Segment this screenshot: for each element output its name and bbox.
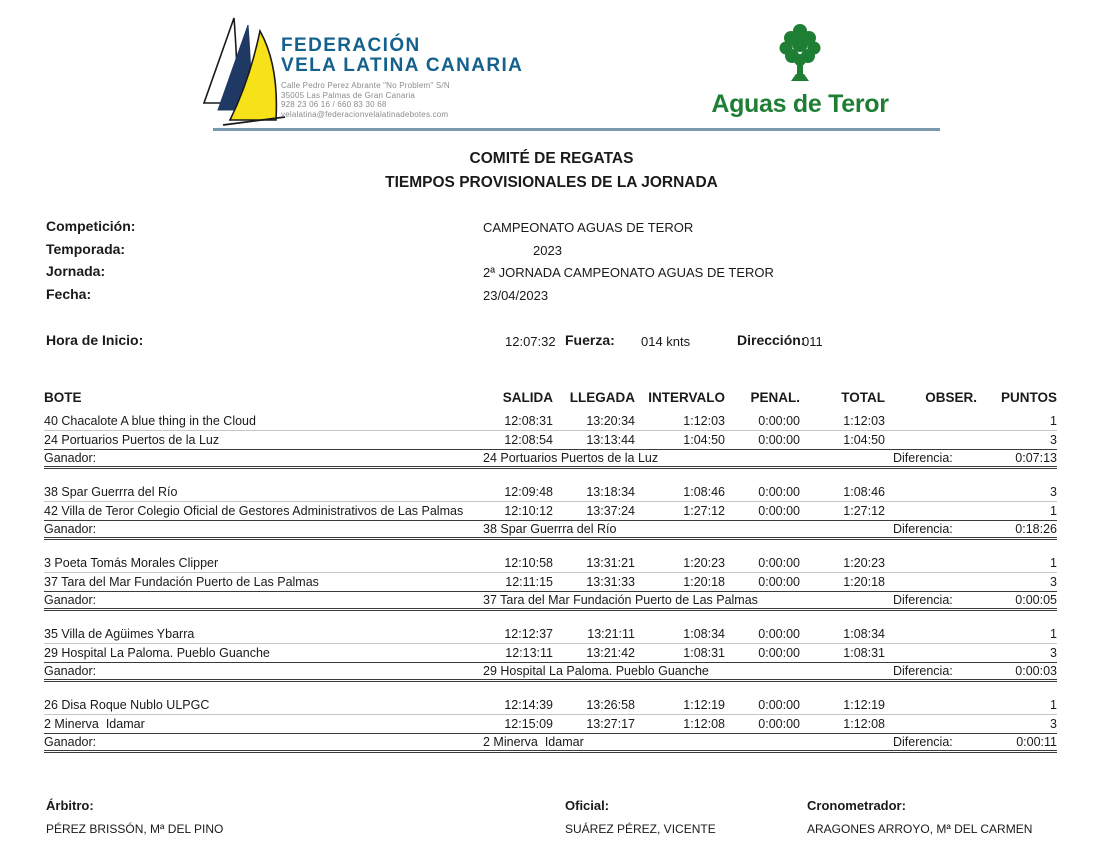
header-llegada: LLEGADA	[569, 390, 635, 405]
header-penal: PENAL.	[750, 390, 800, 405]
cell-intervalo: 1:08:46	[683, 485, 725, 499]
ganador-label: Ganador:	[44, 593, 97, 607]
cell-penal: 0:00:00	[758, 646, 800, 660]
direccion-label: Dirección:	[737, 332, 806, 348]
cell-penal: 0:00:00	[758, 556, 800, 570]
arbitro-label: Árbitro:	[46, 798, 94, 813]
cell-total: 1:08:34	[843, 627, 885, 641]
table-row	[44, 715, 1057, 734]
diferencia-label: Diferencia:	[893, 451, 953, 465]
cell-salida: 12:15:09	[504, 717, 553, 731]
cell-puntos: 1	[1050, 414, 1057, 428]
cell-puntos: 3	[1050, 646, 1057, 660]
fecha-value: 23/04/2023	[483, 288, 549, 303]
hora-inicio-value: 12:07:32	[505, 334, 556, 349]
cell-llegada: 13:21:42	[586, 646, 635, 660]
cell-total: 1:20:23	[843, 556, 885, 570]
cell-penal: 0:00:00	[758, 575, 800, 589]
meta-row-temporada	[46, 241, 1076, 261]
cell-penal: 0:00:00	[758, 717, 800, 731]
address-line: Calle Pedro Perez Abrante "No Problem" S/N	[281, 81, 450, 90]
diferencia-label: Diferencia:	[893, 522, 953, 536]
winner-row	[44, 450, 1057, 469]
cell-penal: 0:00:00	[758, 698, 800, 712]
tree-icon	[774, 22, 826, 84]
fuerza-label: Fuerza:	[565, 332, 615, 348]
cell-bote: 24 Portuarios Puertos de la Luz	[44, 433, 220, 447]
cronometrador-label: Cronometrador:	[807, 798, 906, 813]
cell-salida: 12:14:39	[504, 698, 553, 712]
cell-bote: 26 Disa Roque Nublo ULPGC	[44, 698, 210, 712]
cell-intervalo: 1:12:08	[683, 717, 725, 731]
ganador-value: 29 Hospital La Paloma. Pueblo Guanche	[483, 664, 709, 678]
cell-bote: 35 Villa de Agüimes Ybarra	[44, 627, 195, 641]
title-line2: TIEMPOS PROVISIONALES DE LA JORNADA	[385, 174, 718, 191]
cell-llegada: 13:26:58	[586, 698, 635, 712]
header-puntos: PUNTOS	[1000, 390, 1057, 405]
diferencia-label: Diferencia:	[893, 735, 953, 749]
cell-salida: 12:10:12	[504, 504, 553, 518]
cell-intervalo: 1:20:18	[683, 575, 725, 589]
cell-penal: 0:00:00	[758, 504, 800, 518]
table-row	[44, 502, 1057, 521]
cell-llegada: 13:31:33	[586, 575, 635, 589]
meta-row-competicion	[46, 218, 1076, 238]
cell-salida: 12:10:58	[504, 556, 553, 570]
address-line: 928 23 06 16 / 660 83 30 68	[281, 100, 387, 109]
cell-bote: 2 Minerva Idamar	[44, 717, 145, 731]
sponsor-name: Aguas de Teror	[711, 90, 889, 118]
table-row	[44, 431, 1057, 450]
cell-penal: 0:00:00	[758, 485, 800, 499]
jornada-label: Jornada:	[46, 263, 106, 279]
direccion-value: 011	[802, 334, 823, 349]
cell-intervalo: 1:08:34	[683, 627, 725, 641]
cell-total: 1:20:18	[843, 575, 885, 589]
cell-total: 1:04:50	[843, 433, 885, 447]
cell-total: 1:12:19	[843, 698, 885, 712]
race-group	[44, 625, 1057, 682]
federation-name-line1: FEDERACIÓN	[281, 35, 421, 56]
diferencia-value: 0:00:03	[1015, 664, 1057, 678]
cell-salida: 12:08:31	[504, 414, 553, 428]
ganador-label: Ganador:	[44, 522, 97, 536]
cronometrador-name: ARAGONES ARROYO, Mª DEL CARMEN	[807, 822, 1033, 836]
cell-puntos: 3	[1050, 433, 1057, 447]
header-intervalo: INTERVALO	[648, 390, 725, 405]
diferencia-value: 0:18:26	[1015, 522, 1057, 536]
meta-row-jornada	[46, 263, 1076, 283]
results-table	[44, 390, 1057, 767]
header-bote: BOTE	[44, 390, 82, 405]
table-row	[44, 483, 1057, 502]
cell-total: 1:08:46	[843, 485, 885, 499]
race-group	[44, 483, 1057, 540]
cell-llegada: 13:21:11	[587, 627, 635, 641]
race-group	[44, 696, 1057, 753]
cell-llegada: 13:31:21	[586, 556, 635, 570]
table-row	[44, 573, 1057, 592]
temporada-label: Temporada:	[46, 241, 126, 257]
winner-row	[44, 663, 1057, 682]
winner-row	[44, 521, 1057, 540]
jornada-value: 2ª JORNADA CAMPEONATO AGUAS DE TEROR	[483, 265, 774, 280]
table-header-row	[44, 390, 1057, 412]
cell-llegada: 13:18:34	[586, 485, 635, 499]
federation-address	[281, 81, 523, 119]
fecha-label: Fecha:	[46, 286, 92, 302]
race-group	[44, 554, 1057, 611]
cell-llegada: 13:13:44	[586, 433, 635, 447]
ganador-value: 38 Spar Guerrra del Río	[483, 522, 617, 536]
official-oficial	[565, 798, 716, 836]
cell-total: 1:12:03	[843, 414, 885, 428]
cell-total: 1:12:08	[843, 717, 885, 731]
address-line: 35005 Las Palmas de Gran Canaria	[281, 90, 416, 100]
cell-salida: 12:12:37	[504, 627, 553, 641]
address-line: velalatina@federacionvelalatinadebotes.com	[281, 109, 449, 119]
cell-intervalo: 1:12:19	[683, 698, 725, 712]
cell-puntos: 1	[1050, 627, 1057, 641]
cell-bote: 40 Chacalote A blue thing in the Cloud	[44, 414, 256, 428]
header-obser: OBSER.	[925, 390, 977, 405]
ganador-value: 37 Tara del Mar Fundación Puerto de Las Palmas	[483, 593, 758, 607]
cell-puntos: 1	[1050, 504, 1057, 518]
federation-block	[281, 36, 523, 119]
cell-llegada: 13:27:17	[586, 717, 635, 731]
diferencia-value: 0:00:05	[1015, 593, 1057, 607]
cell-bote: 37 Tara del Mar Fundación Puerto de Las Palmas	[44, 575, 319, 589]
cell-llegada: 13:20:34	[586, 414, 635, 428]
ganador-label: Ganador:	[44, 664, 97, 678]
arbitro-name: PÉREZ BRISSÓN, Mª DEL PINO	[46, 822, 224, 836]
oficial-name: SUÁREZ PÉREZ, VICENTE	[565, 822, 716, 836]
meta-row-inicio	[46, 332, 1076, 352]
cell-penal: 0:00:00	[758, 414, 800, 428]
table-row	[44, 696, 1057, 715]
cell-puntos: 3	[1050, 717, 1057, 731]
cell-salida: 12:11:15	[505, 575, 553, 589]
ganador-label: Ganador:	[44, 735, 97, 749]
diferencia-value: 0:07:13	[1015, 451, 1057, 465]
federation-name-line2: VELA LATINA CANARIA	[281, 55, 524, 76]
cell-total: 1:27:12	[843, 504, 885, 518]
diferencia-label: Diferencia:	[893, 593, 953, 607]
official-cronometrador	[807, 798, 1032, 836]
oficial-label: Oficial:	[565, 798, 610, 813]
sails-icon	[197, 13, 289, 131]
table-row	[44, 625, 1057, 644]
title-line1: COMITÉ DE REGATAS	[469, 150, 634, 167]
document-title	[0, 147, 1103, 195]
cell-bote: 29 Hospital La Paloma. Pueblo Guanche	[44, 646, 270, 660]
cell-intervalo: 1:04:50	[683, 433, 725, 447]
hora-inicio-label: Hora de Inicio:	[46, 332, 144, 348]
cell-intervalo: 1:20:23	[683, 556, 725, 570]
cell-bote: 38 Spar Guerrra del Río	[44, 485, 178, 499]
cell-intervalo: 1:08:31	[683, 646, 725, 660]
sponsor-block	[700, 22, 900, 119]
header-divider	[213, 128, 940, 131]
header-salida: SALIDA	[502, 390, 553, 405]
cell-intervalo: 1:27:12	[683, 504, 725, 518]
diferencia-label: Diferencia:	[893, 664, 953, 678]
header-total: TOTAL	[841, 390, 885, 405]
cell-llegada: 13:37:24	[586, 504, 635, 518]
cell-puntos: 3	[1050, 485, 1057, 499]
cell-bote: 42 Villa de Teror Colegio Oficial de Gestores Administrativos de Las Palmas	[44, 504, 464, 518]
table-row	[44, 644, 1057, 663]
table-row	[44, 412, 1057, 431]
meta-row-fecha	[46, 286, 1076, 306]
cell-penal: 0:00:00	[758, 433, 800, 447]
cell-penal: 0:00:00	[758, 627, 800, 641]
ganador-value: 24 Portuarios Puertos de la Luz	[483, 451, 659, 465]
cell-puntos: 1	[1050, 556, 1057, 570]
competicion-label: Competición:	[46, 218, 136, 234]
competicion-value: CAMPEONATO AGUAS DE TEROR	[483, 220, 694, 235]
fuerza-value: 014 knts	[641, 334, 691, 349]
cell-intervalo: 1:12:03	[683, 414, 725, 428]
ganador-label: Ganador:	[44, 451, 97, 465]
official-arbitro	[46, 798, 223, 836]
race-group	[44, 412, 1057, 469]
cell-puntos: 1	[1050, 698, 1057, 712]
cell-puntos: 3	[1050, 575, 1057, 589]
winner-row	[44, 592, 1057, 611]
cell-bote: 3 Poeta Tomás Morales Clipper	[44, 556, 219, 570]
cell-salida: 12:09:48	[504, 485, 553, 499]
temporada-value: 2023	[533, 243, 562, 258]
table-row	[44, 554, 1057, 573]
ganador-value: 2 Minerva Idamar	[483, 735, 584, 749]
cell-salida: 12:08:54	[504, 433, 553, 447]
diferencia-value: 0:00:11	[1016, 735, 1057, 749]
cell-total: 1:08:31	[843, 646, 885, 660]
cell-salida: 12:13:11	[505, 646, 553, 660]
winner-row	[44, 734, 1057, 753]
